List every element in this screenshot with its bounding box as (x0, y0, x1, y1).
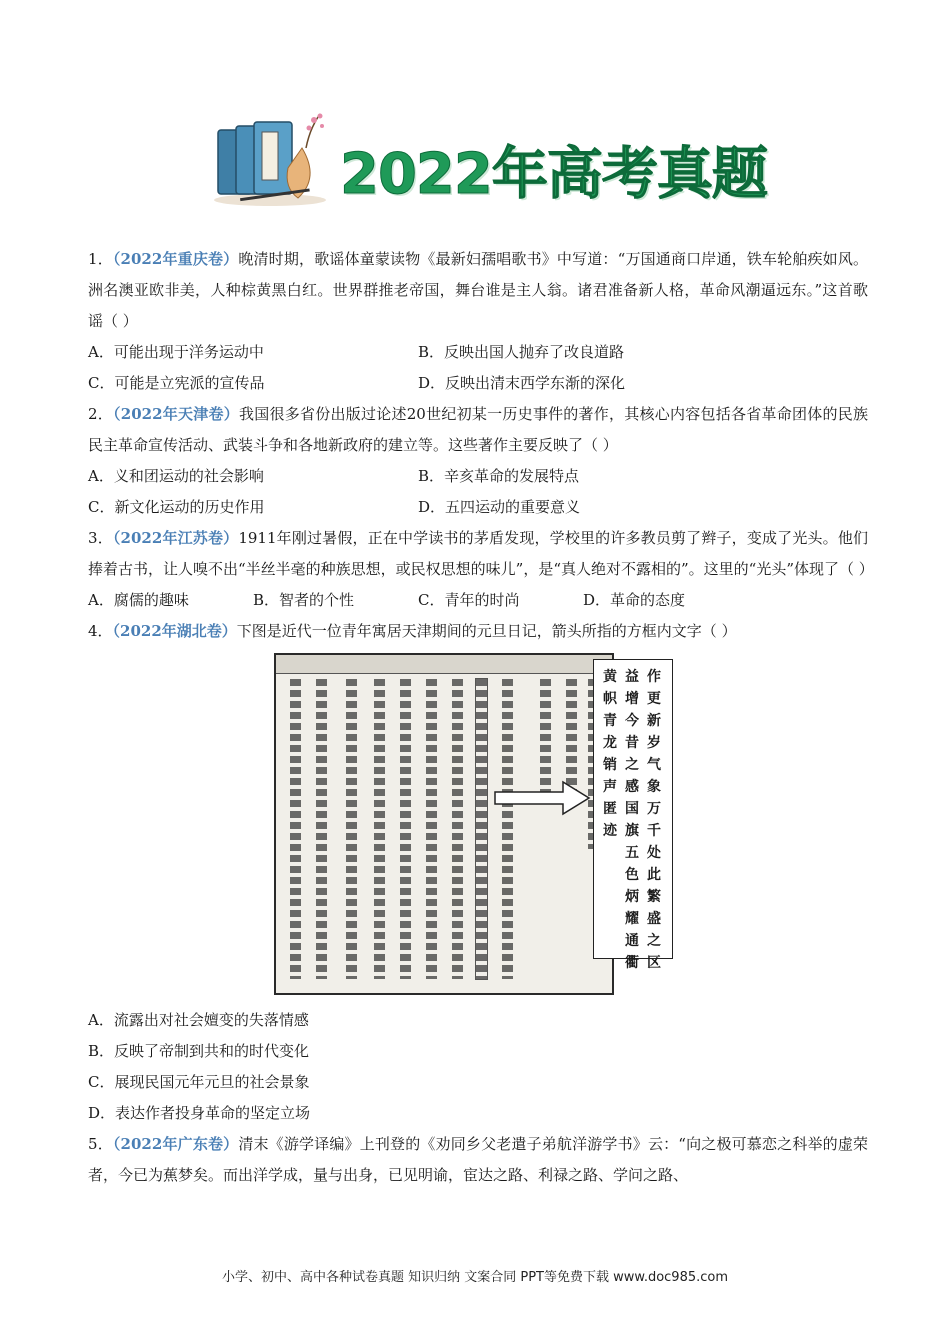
question-2 (88, 399, 868, 523)
option-d: D．五四运动的重要意义 (418, 498, 581, 516)
page-title: 2022年高考真题 (340, 142, 767, 207)
transcription-column-3: 黄帜青龙销声匿迹 (603, 669, 617, 839)
option-d: D．革命的态度 (583, 591, 686, 609)
arrow-icon (493, 778, 593, 818)
option-c: C．可能是立宪派的宣传品 (88, 374, 265, 392)
question-stem: 晚清时期，歌谣体童蒙读物《最新妇孺唱歌书》中写道：“万国通商口岸通，铁车轮舶疾如风。洲名澳亚欧非美，人种棕黄黑白红。世界群推老帝国，舞台谁是主人翁。诸君准备新人格，革命风潮逼远东。”这首歌谣（ ） (88, 250, 868, 330)
question-stem: 清末《游学译编》上刊登的《劝同乡父老遣子弟航洋游学书》云：“向之极可慕恋之科举的虚荣者，今已为蕉梦矣。而出洋学成，量与出身，已见明谕，宦达之路、利禄之路、学问之路、 (88, 1135, 868, 1184)
page-footer: 小学、初中、高中各种试卷真题 知识归纳 文案合同 PPT等免费下载 www.doc985.com (221, 1270, 729, 1285)
page-header (0, 100, 950, 210)
options (88, 461, 868, 523)
transcription-column-2: 益增今昔之感国旗五色炳耀通衢 (625, 669, 639, 971)
question-number: 4． (88, 622, 113, 640)
option-a: A．可能出现于洋务运动中 (88, 343, 264, 361)
question-5 (88, 1129, 868, 1191)
question-number: 5． (88, 1135, 113, 1153)
options (88, 337, 868, 399)
question-source: （2022年江苏卷） (112, 529, 239, 547)
option-a: A．流露出对社会嬗变的失落情感 (88, 1011, 309, 1029)
question-stem: 我国很多省份出版过论述20世纪初某一历史事件的著作，其核心内容包括各省革命团体的民族民主革命宣传活动、武装斗争和各地新政府的建立等。这些著作主要反映了（ ） (88, 405, 869, 454)
options (88, 585, 868, 616)
option-b: B．智者的个性 (253, 591, 355, 609)
transcription-box (593, 659, 673, 971)
option-d: D．反映出清末西学东渐的深化 (418, 374, 626, 392)
option-c: C．展现民国元年元旦的社会景象 (88, 1073, 310, 1091)
question-source: （2022年天津卷） (113, 405, 240, 423)
question-4 (88, 616, 868, 1129)
question-source: （2022年湖北卷） (112, 622, 237, 640)
question-number: 2． (88, 405, 114, 423)
question-stem: 下图是近代一位青年寓居天津期间的元旦日记，箭头所指的方框内文字（ ） (236, 622, 737, 640)
option-d: D．表达作者投身革命的坚定立场 (88, 1104, 311, 1122)
option-c: C．新文化运动的历史作用 (88, 498, 265, 516)
question-source: （2022年重庆卷） (112, 250, 239, 268)
question-stem: 1911年刚过暑假，正在中学读书的茅盾发现，学校里的许多教员剪了辫子，变成了光头。他们捧着古书，让人嗅不出“半丝半毫的种族思想，或民权思想的味儿”，是“真人绝对不露相的”。这里的“光头”体现了（ ） (88, 529, 874, 578)
option-c: C．青年的时尚 (418, 591, 520, 609)
question-1 (88, 244, 868, 399)
question-source: （2022年广东卷） (112, 1135, 239, 1153)
question-number: 1． (88, 250, 113, 268)
diary-scan-image (274, 653, 614, 995)
transcription-column-1: 作更新岁气象万千处此繁盛之区 (647, 669, 661, 971)
question-number: 3． (88, 529, 113, 547)
option-a: A．腐儒的趣味 (88, 591, 189, 609)
diary-figure (88, 651, 868, 999)
option-b: B．反映出国人抛弃了改良道路 (418, 343, 625, 361)
books-illustration (210, 108, 330, 208)
question-3 (88, 523, 874, 616)
option-b: B．辛亥革命的发展特点 (418, 467, 580, 485)
option-b: B．反映了帝制到共和的时代变化 (88, 1042, 310, 1060)
option-a: A．义和团运动的社会影响 (88, 467, 264, 485)
question-list (88, 244, 874, 1191)
